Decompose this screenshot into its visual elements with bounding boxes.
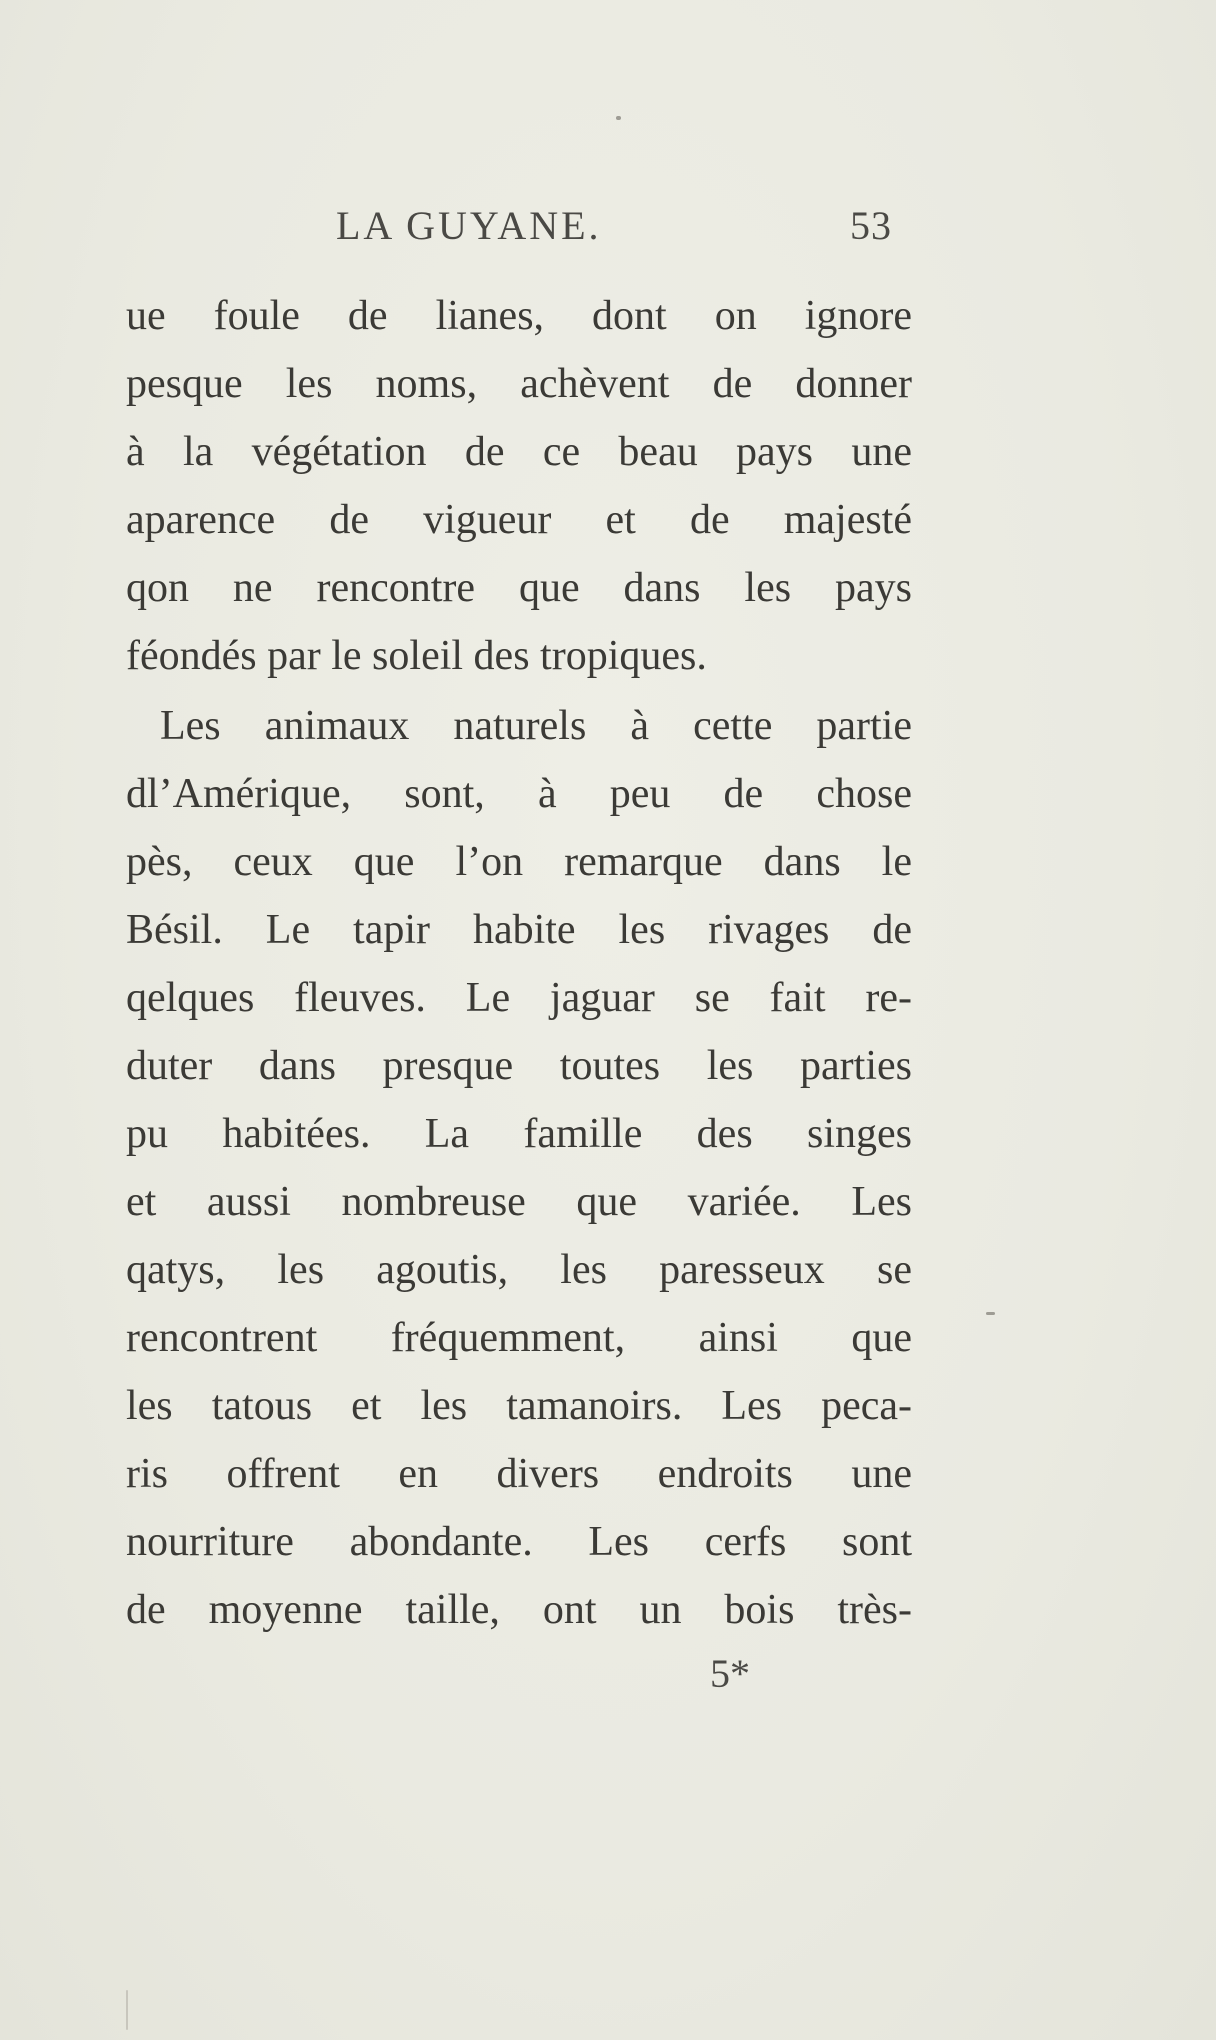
text-line: ris offrent en divers endroits une xyxy=(126,1451,912,1497)
page-number: 53 xyxy=(850,203,892,248)
running-title: LA GUYANE. xyxy=(336,203,602,248)
text-line: qon ne rencontre que dans les pays xyxy=(126,565,912,611)
text-line: Bésil. Le tapir habite les rivages de xyxy=(126,907,912,953)
paper-speck xyxy=(986,1312,995,1315)
text-line: pu habitées. La famille des singes xyxy=(126,1111,912,1157)
running-header xyxy=(336,202,892,266)
text-line: de moyenne taille, ont un bois très- xyxy=(126,1587,912,1633)
text-line: dl’Amérique, sont, à peu de chose xyxy=(126,771,912,817)
paper-mark xyxy=(126,1990,128,2030)
text-line: qatys, les agoutis, les paresseux se xyxy=(126,1247,912,1293)
text-line: qelques fleuves. Le jaguar se fait re- xyxy=(126,975,912,1021)
text-line: ue foule de lianes, dont on ignore xyxy=(126,293,912,339)
text-line: rencontrent fréquemment, ainsi que xyxy=(126,1315,912,1361)
text-line: les tatous et les tamanoirs. Les peca- xyxy=(126,1383,912,1429)
signature-mark: 5* xyxy=(710,1651,750,1696)
text-line: féondés par le soleil des tropiques. xyxy=(126,633,707,679)
text-line: Les animaux naturels à cette partie xyxy=(160,703,912,749)
text-line: à la végétation de ce beau pays une xyxy=(126,429,912,475)
text-line: nourriture abondante. Les cerfs sont xyxy=(126,1519,912,1565)
text-line: et aussi nombreuse que variée. Les xyxy=(126,1179,912,1225)
text-line: pesque les noms, achèvent de donner xyxy=(126,361,912,407)
paper-speck xyxy=(616,116,621,120)
text-line: pès, ceux que l’on remarque dans le xyxy=(126,839,912,885)
text-line: duter dans presque toutes les parties xyxy=(126,1043,912,1089)
text-line: aparence de vigueur et de majesté xyxy=(126,497,912,543)
